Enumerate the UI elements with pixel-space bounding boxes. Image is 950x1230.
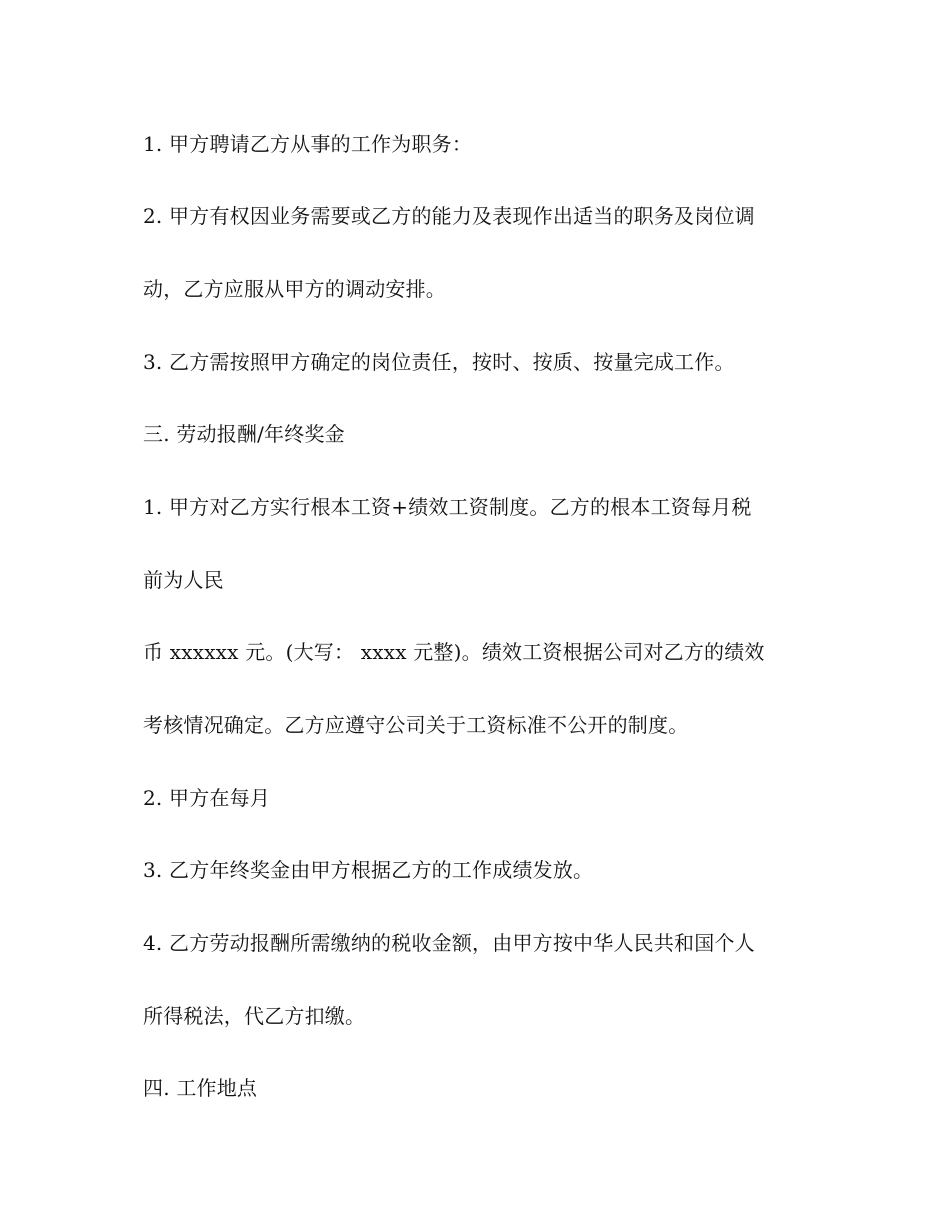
section-heading: 四. 工作地点 — [143, 1076, 258, 1100]
text-line: 3. 乙方需按照甲方确定的岗位责任，按时、按质、按量完成工作。 — [143, 350, 735, 374]
text-line: 币 xxxxxx 元。(大写： xxxx 元整)。绩效工资根据公司对乙方的绩效 — [143, 640, 765, 664]
section-heading: 三. 劳动报酬/年终奖金 — [143, 422, 345, 446]
text-line: 考核情况确定。乙方应遵守公司关于工资标准不公开的制度。 — [143, 713, 689, 737]
text-line: 4. 乙方劳动报酬所需缴纳的税收金额，由甲方按中华人民共和国个人 — [143, 931, 755, 955]
text-line: 3. 乙方年终奖金由甲方根据乙方的工作成绩发放。 — [143, 858, 594, 882]
text-line: 动，乙方应服从甲方的调动安排。 — [143, 277, 446, 301]
text-line: 所得税法，代乙方扣缴。 — [143, 1004, 366, 1028]
text-line: 1. 甲方聘请乙方从事的工作为职务： — [143, 132, 473, 156]
text-line: 1. 甲方对乙方实行根本工资+绩效工资制度。乙方的根本工资每月税 — [143, 495, 752, 519]
text-line: 2. 甲方有权因业务需要或乙方的能力及表现作出适当的职务及岗位调 — [143, 204, 755, 228]
text-line: 2. 甲方在每月 — [143, 786, 271, 810]
text-line: 前为人民 — [143, 568, 224, 592]
